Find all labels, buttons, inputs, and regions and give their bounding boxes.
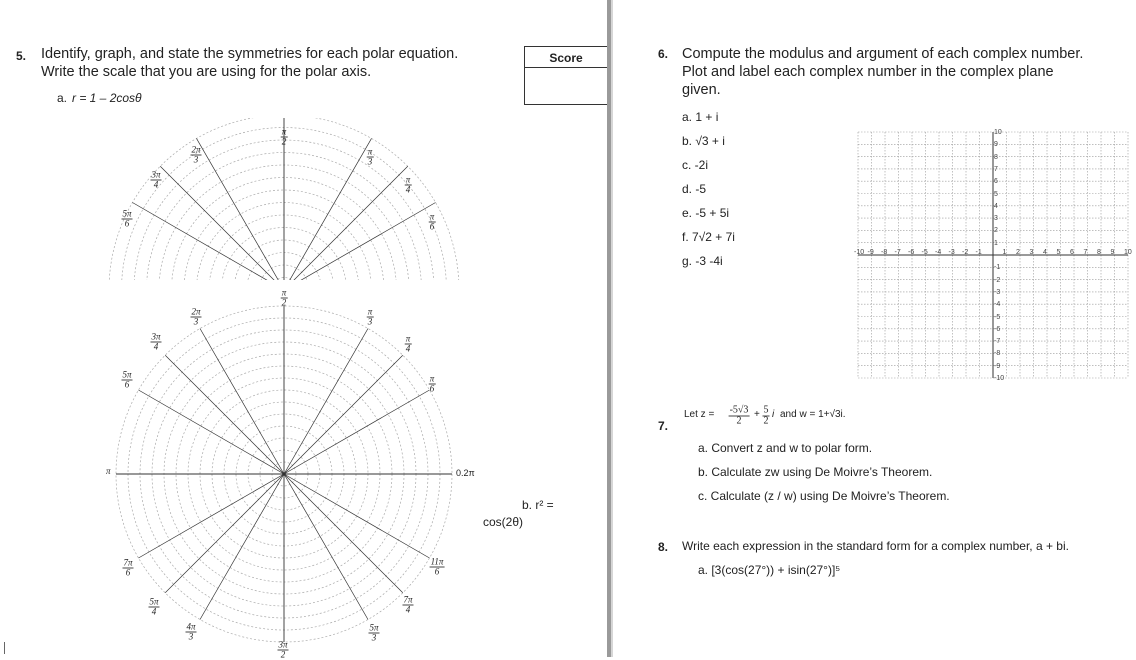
grid2-label-2pi-3: 2π 3 bbox=[191, 306, 201, 327]
grid1-label-pi-2: π 2 bbox=[281, 126, 287, 147]
x-tick-label: 8 bbox=[1097, 249, 1101, 256]
q6-item-a: a. 1 + i bbox=[682, 110, 719, 124]
q7-part-b: b. Calculate zw using De Moivre’s Theorem. bbox=[698, 465, 933, 479]
grid2-label-5pi-3: 5π 3 bbox=[369, 622, 379, 643]
q6-line1: Compute the modulus and argument of each complex number. bbox=[682, 46, 1084, 62]
x-tick-label: -2 bbox=[962, 249, 969, 256]
q6-item-f: f. 7√2 + 7i bbox=[682, 230, 735, 244]
complex-plane-grid bbox=[846, 124, 1136, 386]
q6-number: 6. bbox=[658, 47, 669, 61]
y-tick-label: -2 bbox=[994, 276, 1001, 284]
x-tick-label: 10 bbox=[1124, 249, 1132, 256]
y-tick-label: 5 bbox=[994, 190, 998, 198]
x-tick-label: -4 bbox=[935, 249, 942, 256]
grid2-scale-label: 0.2π bbox=[456, 468, 475, 478]
q5-part-a-equation: r = 1 – 2cosθ bbox=[72, 91, 142, 105]
y-tick-label: 9 bbox=[994, 141, 998, 149]
q6-item-b: b. √3 + i bbox=[682, 134, 725, 148]
x-tick-label: 1 bbox=[1002, 249, 1007, 256]
x-tick-label: -8 bbox=[881, 249, 888, 256]
grid2-label-pi-4: π 4 bbox=[405, 333, 411, 354]
q8-text: Write each expression in the standard form for a complex number, a + bi. bbox=[682, 539, 1069, 553]
q5-line1: Identify, graph, and state the symmetries for each polar equation. bbox=[41, 46, 459, 62]
x-tick-label: 5 bbox=[1056, 249, 1061, 256]
left-edge-mark bbox=[4, 642, 5, 654]
y-tick-label: 10 bbox=[994, 129, 1002, 136]
q7-i: i bbox=[772, 409, 775, 420]
y-tick-label: 1 bbox=[994, 239, 998, 247]
q6-item-g: g. -3 -4i bbox=[682, 254, 723, 268]
y-tick-label: 3 bbox=[994, 215, 998, 223]
x-tick-label: -1 bbox=[975, 249, 982, 256]
y-tick-label: -5 bbox=[994, 313, 1001, 321]
q6-line3: given. bbox=[682, 82, 721, 98]
grid1-label-2pi-3: 2π 3 bbox=[191, 144, 201, 165]
q5-part-b-equation: cos(2θ) bbox=[483, 515, 524, 529]
q8-number: 8. bbox=[658, 540, 669, 554]
grid2-ray bbox=[284, 474, 403, 593]
q8-part-a: a. [3(cos(27°)) + isin(27°)]⁵ bbox=[698, 563, 841, 577]
y-tick-label: -10 bbox=[994, 375, 1005, 382]
y-tick-label: 6 bbox=[994, 178, 998, 186]
q6-item-d: d. -5 bbox=[682, 182, 707, 196]
q5-number: 5. bbox=[16, 49, 27, 63]
grid2-ray bbox=[165, 355, 284, 474]
q7-and-w: and w = 1+√3i. bbox=[780, 409, 846, 420]
grid2-label-5pi-6: 5π 6 bbox=[122, 369, 132, 390]
q5-line2: Write the scale that you are using for the polar axis. bbox=[41, 64, 372, 80]
x-tick-label: -3 bbox=[948, 249, 955, 256]
grid1-label-pi-3: π 3 bbox=[367, 146, 373, 167]
q6-item-e: e. -5 + 5i bbox=[682, 206, 730, 220]
grid2-label-7pi-4: 7π 4 bbox=[403, 594, 413, 615]
grid1-label-pi-4: π 4 bbox=[405, 174, 411, 195]
grid1-label-3pi-4: 3π 4 bbox=[151, 169, 161, 190]
q5-part-b-label: b. r² = bbox=[522, 498, 554, 512]
q7-part-a: a. Convert z and w to polar form. bbox=[698, 441, 873, 455]
grid2-label-pi: π bbox=[106, 466, 111, 476]
q7-part-c: c. Calculate (z / w) using De Moivre’s Theorem. bbox=[698, 489, 950, 503]
grid2-ray bbox=[284, 390, 429, 474]
y-tick-label: 7 bbox=[994, 165, 998, 173]
grid2-label-5pi-4: 5π 4 bbox=[149, 596, 159, 617]
grid2-ray bbox=[284, 329, 368, 474]
q6-line2: Plot and label each complex number in the complex plane bbox=[682, 64, 1054, 80]
y-tick-label: -4 bbox=[994, 301, 1001, 309]
q7-z-real-fraction: -5√3 2 bbox=[729, 404, 749, 427]
score-label: Score bbox=[525, 47, 607, 68]
y-tick-label: -1 bbox=[994, 264, 1001, 272]
grid2-label-7pi-6: 7π 6 bbox=[123, 557, 133, 578]
grid2-ray bbox=[200, 474, 284, 619]
x-tick-label: -6 bbox=[908, 249, 915, 256]
grid2-label-11pi-6: 11π 6 bbox=[430, 556, 444, 577]
grid1-label-pi-6: π 6 bbox=[429, 211, 435, 232]
y-tick-label: -9 bbox=[994, 362, 1001, 370]
q6-item-c: c. -2i bbox=[682, 158, 709, 172]
y-tick-label: -8 bbox=[994, 350, 1001, 358]
y-tick-label: -7 bbox=[994, 338, 1001, 346]
x-tick-label: 2 bbox=[1016, 249, 1020, 256]
x-tick-label: -5 bbox=[921, 249, 928, 256]
y-tick-label: 2 bbox=[994, 227, 998, 235]
grid2-ray bbox=[284, 355, 403, 474]
grid2-label-pi-6: π 6 bbox=[429, 373, 435, 394]
grid2-label-3pi-4: 3π 4 bbox=[151, 331, 161, 352]
q7-z-imag-fraction: 5 2 bbox=[763, 404, 769, 427]
grid2-label-pi-3: π 3 bbox=[367, 306, 373, 327]
grid2-label-pi-2: π 2 bbox=[281, 287, 287, 308]
x-tick-label: 7 bbox=[1083, 249, 1088, 256]
grid2-ray bbox=[139, 390, 284, 474]
grid2-ray bbox=[139, 474, 284, 558]
x-tick-label: 3 bbox=[1029, 249, 1034, 256]
x-tick-label: 4 bbox=[1043, 249, 1047, 256]
grid2-ray bbox=[200, 329, 284, 474]
q7-let: Let z = bbox=[684, 409, 715, 420]
grid2-label-4pi-3: 4π 3 bbox=[186, 621, 196, 642]
y-tick-label: 4 bbox=[994, 202, 998, 210]
score-box[interactable] bbox=[524, 46, 608, 105]
q7-plus: + bbox=[754, 409, 760, 420]
y-tick-label: 8 bbox=[994, 153, 998, 161]
x-tick-label: 9 bbox=[1110, 249, 1115, 256]
q5-part-a-label: a. bbox=[57, 91, 68, 105]
page-divider-shadow bbox=[611, 0, 613, 657]
grid2-label-3pi-2: 3π 2 bbox=[278, 639, 288, 660]
y-tick-label: -3 bbox=[994, 288, 1001, 296]
x-tick-label: -7 bbox=[894, 249, 901, 256]
grid2-ray bbox=[284, 474, 429, 558]
grid1-label-5pi-6: 5π 6 bbox=[122, 208, 132, 229]
q7-number: 7. bbox=[658, 419, 669, 433]
y-tick-label: -6 bbox=[994, 325, 1001, 333]
x-tick-label: 6 bbox=[1070, 249, 1074, 256]
grid2-ray bbox=[284, 474, 368, 619]
x-tick-label: -9 bbox=[867, 249, 874, 256]
x-tick-label: -10 bbox=[854, 249, 865, 256]
grid2-ray bbox=[165, 474, 284, 593]
